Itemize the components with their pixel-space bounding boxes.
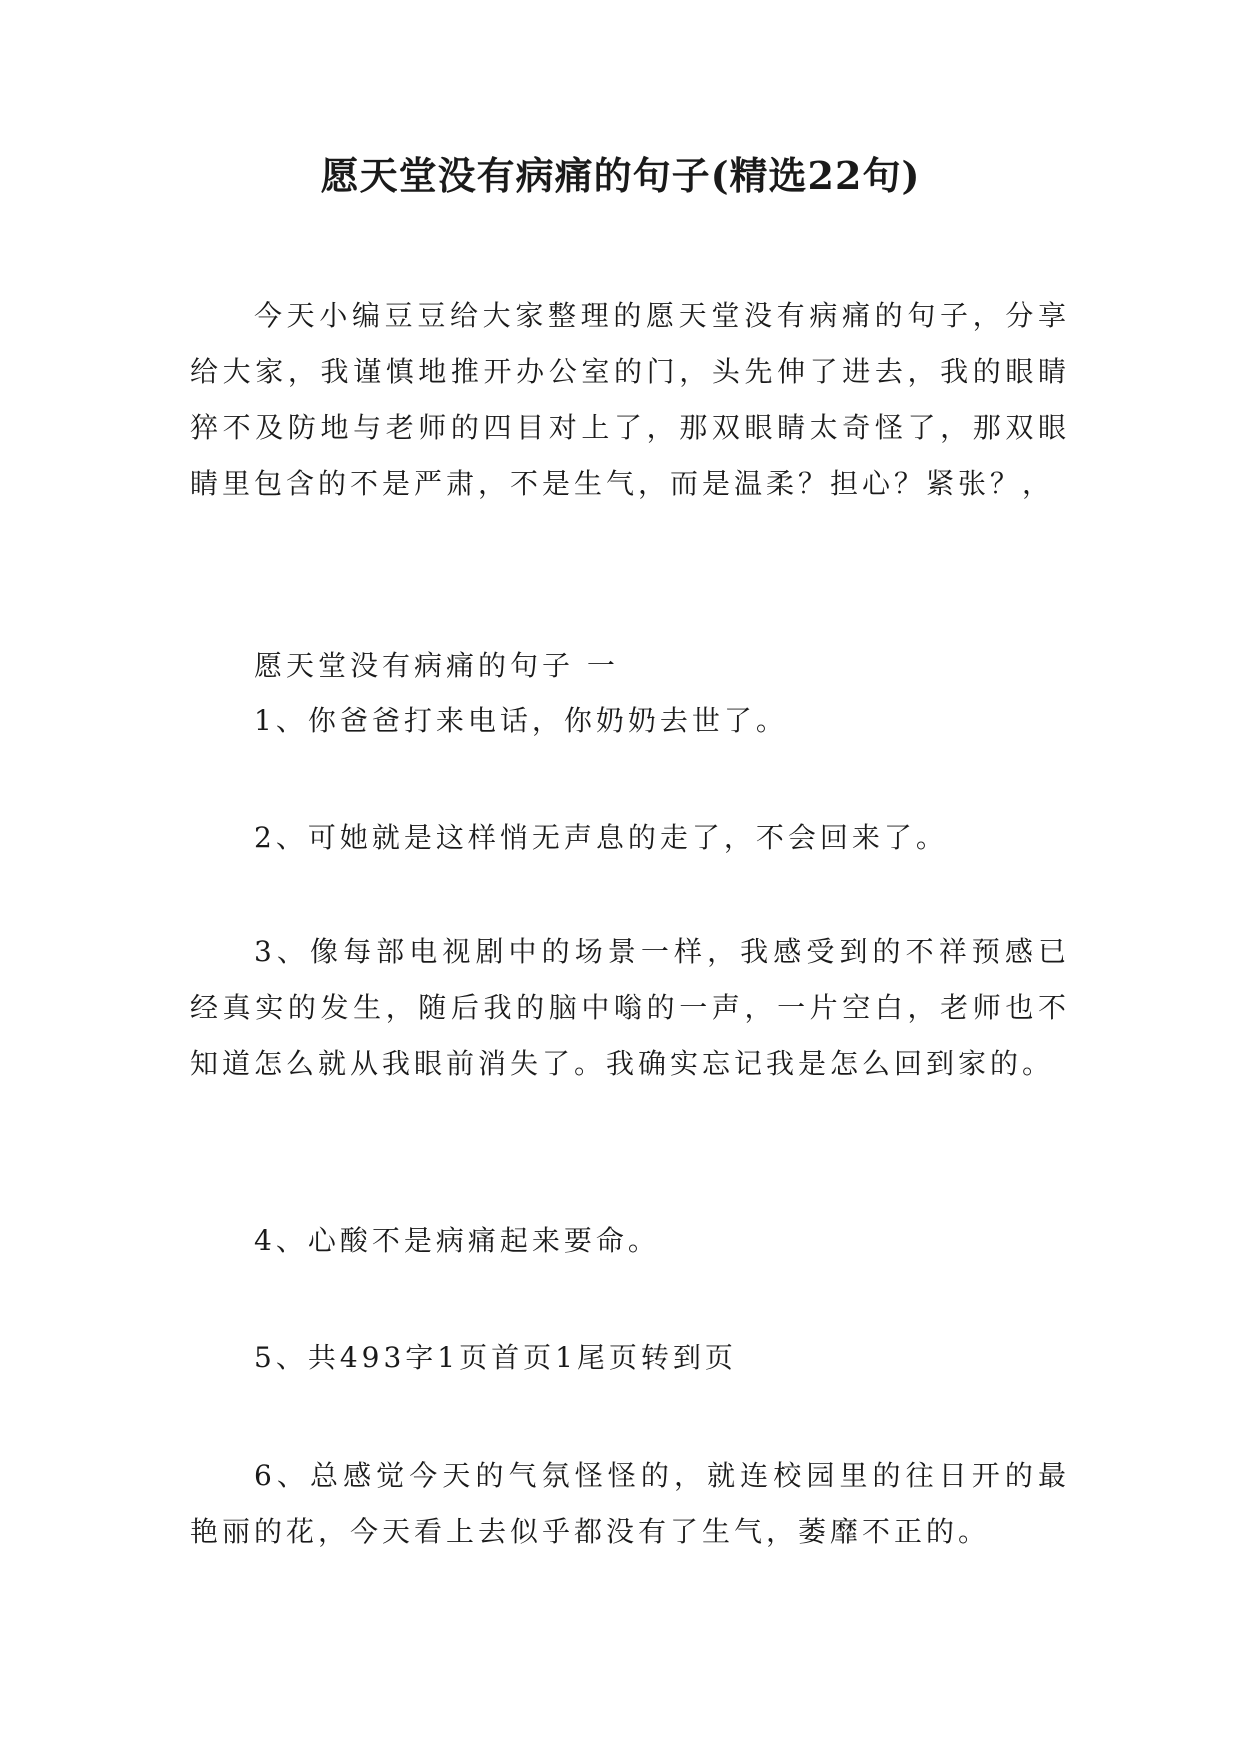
list-item: 4、心酸不是病痛起来要命。 bbox=[254, 1224, 660, 1257]
list-item: 3、像每部电视剧中的场景一样，我感受到的不祥预感已经真实的发生，随后我的脑中嗡的一声，一片空白，老师也不知道怎么就从我眼前消失了。我确实忘记我是怎么回到家的。 bbox=[190, 935, 1070, 1080]
intro-paragraph: 今天小编豆豆给大家整理的愿天堂没有病痛的句子，分享给大家，我谨慎地推开办公室的门，头先伸了进去，我的眼睛猝不及防地与老师的四目对上了，那双眼睛太奇怪了，那双眼睛里包含的不是严肃，不是生气，而是温柔？担心？紧张？， bbox=[190, 299, 1070, 500]
section-heading: 愿天堂没有病痛的句子 一 bbox=[254, 649, 619, 682]
list-item: 1、你爸爸打来电话，你奶奶去世了。 bbox=[254, 704, 788, 737]
list-item: 6、总感觉今天的气氛怪怪的，就连校园里的往日开的最艳丽的花，今天看上去似乎都没有了生气，萎靡不正的。 bbox=[190, 1459, 1070, 1548]
list-item: 2、可她就是这样悄无声息的走了，不会回来了。 bbox=[254, 821, 948, 854]
document-title: 愿天堂没有病痛的句子(精选22句) bbox=[320, 153, 921, 198]
list-item: 5、共493字1页首页1尾页转到页 bbox=[254, 1341, 737, 1374]
